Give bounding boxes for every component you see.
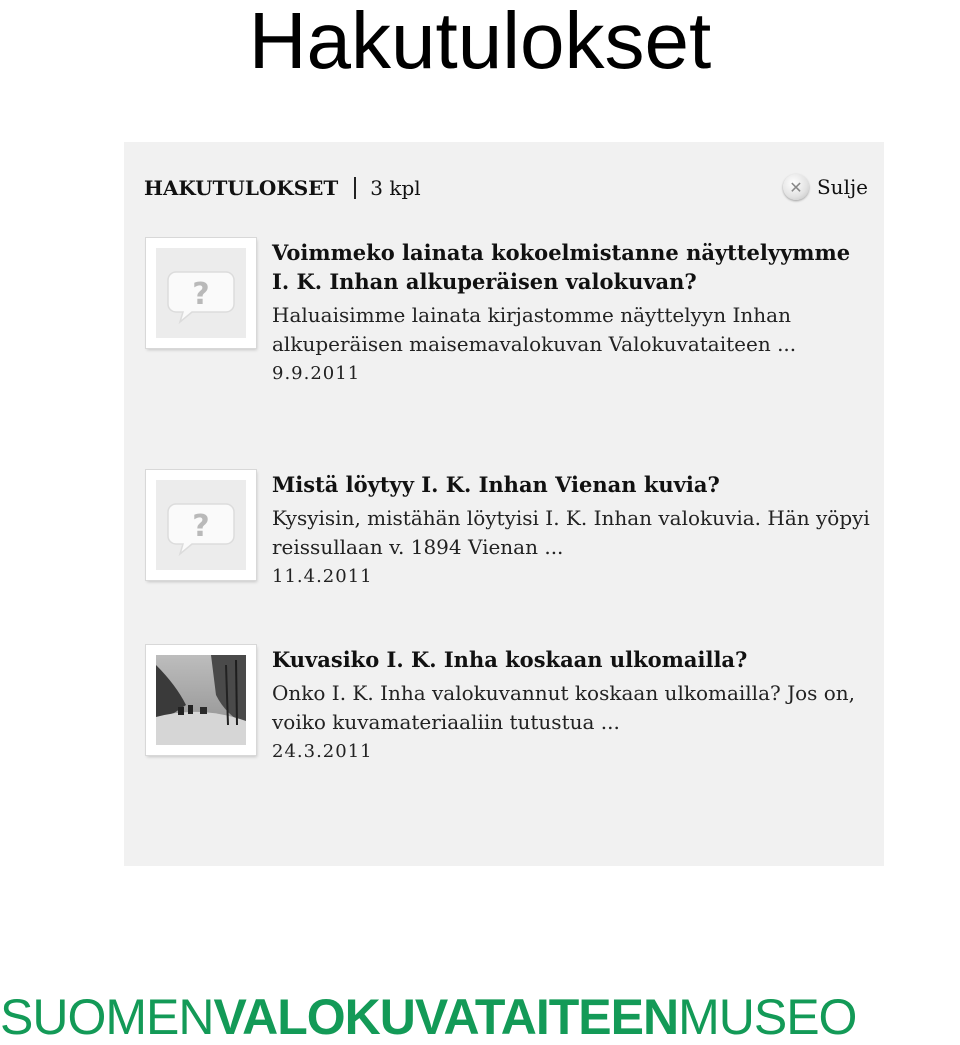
slide-title: Hakutulokset xyxy=(248,0,712,85)
result-date: 24.3.2011 xyxy=(272,741,373,762)
result-title-link[interactable]: Mistä löytyy I. K. Inhan Vienan kuvia? xyxy=(272,472,720,497)
museum-logo xyxy=(0,990,960,1044)
result-title-link[interactable]: Kuvasiko I. K. Inha koskaan ulkomailla? xyxy=(272,647,748,672)
result-body xyxy=(272,238,872,386)
panel-header xyxy=(144,176,421,200)
result-body xyxy=(272,645,872,764)
close-label: Sulje xyxy=(816,175,868,199)
question-bubble-icon xyxy=(156,248,246,338)
result-body xyxy=(272,470,872,589)
result-snippet: Kysyisin, mistähän löytyisi I. K. Inhan valokuvia. Hän yöpyi reissullaan v. 1894 Vienan ... xyxy=(272,506,870,559)
result-thumbnail[interactable] xyxy=(146,238,256,348)
result-date: 9.9.2011 xyxy=(272,363,361,384)
result-snippet: Haluaisimme lainata kirjastomme näyttelyyn Inhan alkuperäisen maisemavalokuvan Valokuvataiteen ... xyxy=(272,303,797,356)
logo-word-museo: MUSEO xyxy=(678,989,857,1045)
panel-title: HAKUTULOKSET xyxy=(144,176,339,200)
result-thumbnail[interactable] xyxy=(146,470,256,580)
photo-thumbnail xyxy=(156,655,246,745)
header-divider xyxy=(354,177,356,199)
logo-word-suomen: SUOMEN xyxy=(0,989,214,1045)
result-date: 11.4.2011 xyxy=(272,566,373,587)
close-button[interactable] xyxy=(783,174,868,200)
close-icon: ✕ xyxy=(783,174,809,200)
svg-text:?: ? xyxy=(192,509,210,544)
svg-text:?: ? xyxy=(192,277,210,312)
result-count: 3 kpl xyxy=(370,176,421,200)
logo-word-valokuvataiteen: VALOKUVATAITEEN xyxy=(213,989,679,1045)
result-title-link[interactable]: Voimmeko lainata kokoelmistanne näyttelyymme I. K. Inhan alkuperäisen valokuvan? xyxy=(272,240,851,294)
search-results-panel xyxy=(124,142,884,866)
question-bubble-icon xyxy=(156,480,246,570)
result-snippet: Onko I. K. Inha valokuvannut koskaan ulkomailla? Jos on, voiko kuvamateriaaliin tutustua ... xyxy=(272,681,856,734)
result-thumbnail[interactable] xyxy=(146,645,256,755)
